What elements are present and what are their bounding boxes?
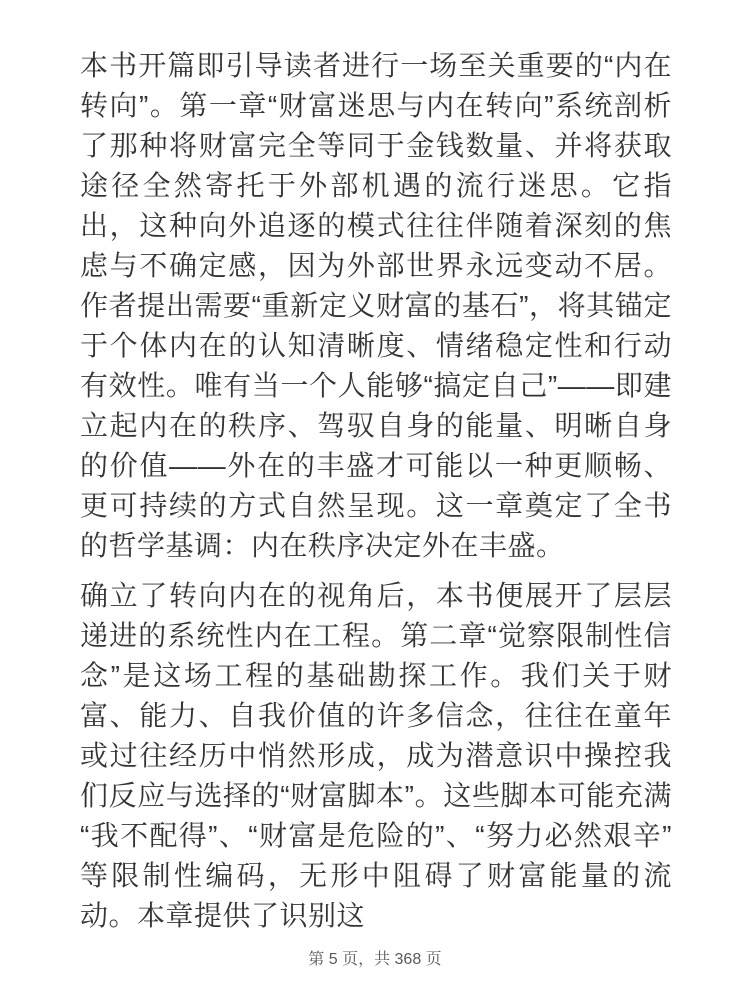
- page-number-indicator: 第 5 页，共 368 页: [308, 951, 442, 968]
- paragraph: 本书开篇即引导读者进行一场至关重要的“内在转向”。第一章“财富迷思与内在转向”系统剖析了那种将财富完全等同于金钱数量、并将获取途径全然寄托于外部机遇的流行迷思。它指出，这种向外追逐的模式往往伴随着深刻的焦虑与不确定感，因为外部世界永远变动不居。作者提出需要“重新定义财富的基石”，将其锚定于个体内在的认知清晰度、情绪稳定性和行动有效性。唯有当一个人能够“搞定自己”——即建立起内在的秩序、驾驭自身的能量、明晰自身的价值——外在的丰盛才可能以一种更顺畅、更可持续的方式自然呈现。这一章奠定了全书的哲学基调：内在秩序决定外在丰盛。: [80, 50, 672, 561]
- page-body-text: [80, 46, 672, 946]
- paragraph: 确立了转向内在的视角后，本书便展开了层层递进的系统性内在工程。第二章“觉察限制性信念”是这场工程的基础勘探工作。我们关于财富、能力、自我价值的许多信念，往往在童年或过往经历中悄然形成，成为潜意识中操控我们反应与选择的“财富脚本”。这些脚本可能充满“我不配得”、“财富是危险的”、“努力必然艰辛”等限制性编码，无形中阻碍了财富能量的流动。本章提供了识别这: [80, 580, 672, 931]
